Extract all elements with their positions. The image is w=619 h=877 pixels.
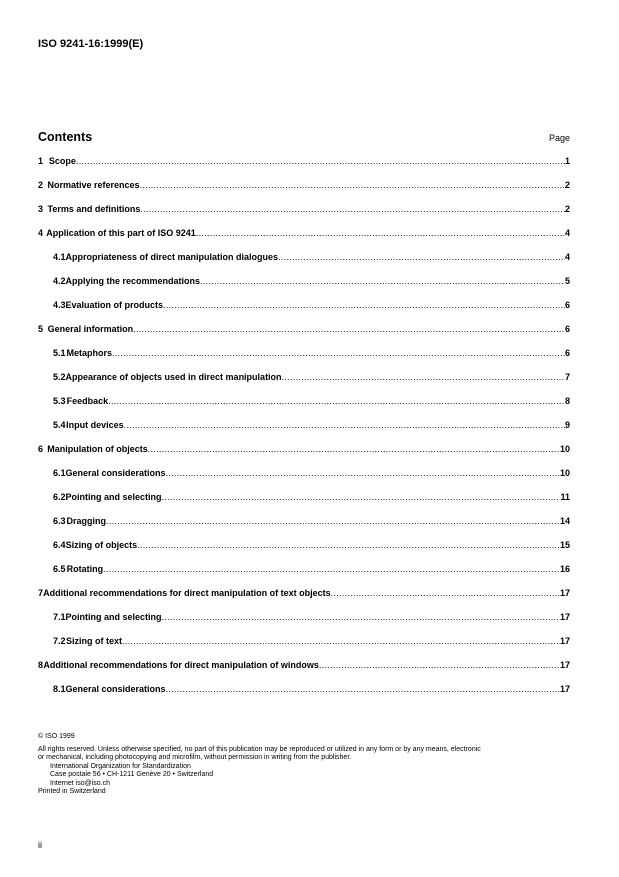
- toc-leader-dots: [282, 372, 565, 382]
- toc-entry-page: 17: [559, 684, 570, 694]
- toc-leader-dots: [103, 564, 560, 574]
- toc-entry-page: 14: [559, 516, 570, 526]
- toc-entry-title: Sizing of text: [66, 636, 123, 646]
- toc-leader-dots: [124, 420, 565, 430]
- toc-entry-page: 1: [564, 156, 570, 166]
- toc-entry[interactable]: [53, 492, 570, 506]
- toc-entry[interactable]: [38, 204, 570, 218]
- toc-entry-number: 6.5: [53, 564, 66, 574]
- toc-entry-title: Scope: [48, 156, 76, 166]
- toc-entry-number: 5.1: [53, 348, 66, 358]
- toc-entry-page: 11: [560, 492, 570, 502]
- toc-entry-title: Pointing and selecting: [65, 612, 162, 622]
- toc-leader-dots: [163, 300, 565, 310]
- toc-entry-page: 6: [564, 300, 570, 310]
- toc-leader-dots: [331, 588, 560, 598]
- internet-contact: Internet iso@iso.ch: [50, 779, 111, 787]
- toc-entry-title: Appearance of objects used in direct manipulation: [65, 372, 282, 382]
- contents-heading: Contents: [38, 130, 93, 144]
- toc-entry-number: 7: [38, 588, 44, 598]
- printed-in: Printed in Switzerland: [38, 788, 106, 795]
- toc-entry-title: General information: [47, 324, 134, 334]
- toc-entry-page: 16: [559, 564, 570, 574]
- toc-entry-page: 6: [564, 324, 570, 334]
- toc-entry[interactable]: [53, 516, 570, 530]
- toc-entry-number: 6.4: [53, 540, 66, 550]
- toc-entry-number: 8: [38, 660, 44, 670]
- toc-entry-number: 5: [38, 324, 44, 334]
- toc-leader-dots: [148, 444, 560, 454]
- toc-leader-dots: [278, 252, 565, 262]
- toc-entry-number: 6.2: [53, 492, 66, 502]
- toc-entry-number: 5.4: [53, 420, 66, 430]
- toc-entry[interactable]: [38, 588, 570, 602]
- toc-entry-page: 17: [559, 636, 570, 646]
- toc-entry-page: 2: [564, 204, 570, 214]
- toc-entry-title: Appropriateness of direct manipulation dialogues: [65, 252, 279, 262]
- toc-entry-number: 7.2: [53, 636, 66, 646]
- toc-leader-dots: [140, 204, 565, 214]
- toc-entry[interactable]: [38, 660, 570, 674]
- toc-entry-title: Dragging: [66, 516, 107, 526]
- toc-entry-page: 6: [564, 348, 570, 358]
- toc-entry[interactable]: [53, 252, 570, 266]
- toc-entry[interactable]: [38, 156, 570, 170]
- toc-entry[interactable]: [53, 372, 570, 386]
- toc-entry-page: 17: [559, 588, 570, 598]
- toc-leader-dots: [108, 396, 565, 406]
- toc-leader-dots: [133, 324, 565, 334]
- toc-entry-page: 17: [559, 660, 570, 670]
- toc-leader-dots: [122, 636, 560, 646]
- toc-entry[interactable]: [53, 684, 570, 698]
- toc-entry-title: Feedback: [66, 396, 109, 406]
- toc-entry-page: 17: [559, 612, 570, 622]
- toc-entry[interactable]: [53, 468, 570, 482]
- toc-entry[interactable]: [53, 564, 570, 578]
- toc-entry-page: 7: [564, 372, 570, 382]
- toc-entry-number: 3: [38, 204, 44, 214]
- toc-entry-title: Applying the recommendations: [65, 276, 201, 286]
- toc-leader-dots: [166, 684, 560, 694]
- toc-entry-title: General considerations: [65, 468, 166, 478]
- toc-entry[interactable]: [53, 540, 570, 554]
- toc-leader-dots: [76, 156, 565, 166]
- toc-entry-number: 4.2: [53, 276, 66, 286]
- toc-entry-number: 6.3: [53, 516, 66, 526]
- toc-leader-dots: [106, 516, 560, 526]
- toc-entry-number: 5.2: [53, 372, 66, 382]
- toc-entry[interactable]: [38, 228, 570, 242]
- rights-text-line-1: All rights reserved. Unless otherwise specified, no part of this publication may be reproduced or utilized in any form or by any means, electronic: [38, 745, 481, 753]
- toc-entry-number: 8.1: [53, 684, 66, 694]
- rights-text-line-2: or mechanical, including photocopying and microfilm, without permission in writing from the publisher.: [38, 754, 352, 761]
- toc-entry-title: Normative references: [47, 180, 140, 190]
- toc-entry-page: 2: [564, 180, 570, 190]
- toc-entry-title: Terms and definitions: [47, 204, 141, 214]
- toc-entry[interactable]: [38, 324, 570, 338]
- copyright-footer: [38, 733, 583, 797]
- organization-name: International Organization for Standardization: [50, 762, 191, 770]
- toc-entry-page: 9: [564, 420, 570, 430]
- toc-entry-page: 10: [559, 468, 570, 478]
- toc-entry-title: Sizing of objects: [65, 540, 138, 550]
- document-id: ISO 9241-16:1999(E): [38, 38, 144, 50]
- toc-leader-dots: [196, 228, 565, 238]
- toc-entry[interactable]: [53, 300, 570, 314]
- postal-address: Case postale 56 • CH-1211 Genève 20 • Switzerland: [50, 771, 214, 778]
- toc-entry-number: 6.1: [53, 468, 66, 478]
- toc-leader-dots: [140, 180, 565, 190]
- toc-leader-dots: [162, 492, 561, 502]
- toc-entry-title: Evaluation of products: [65, 300, 164, 310]
- toc-leader-dots: [112, 348, 565, 358]
- toc-entry-number: 1: [38, 156, 44, 166]
- toc-leader-dots: [166, 468, 560, 478]
- toc-entry[interactable]: [53, 636, 570, 650]
- toc-entry-number: 4.1: [53, 252, 66, 262]
- toc-entry-title: Metaphors: [66, 348, 112, 358]
- toc-entry[interactable]: [38, 180, 570, 194]
- toc-entry[interactable]: [53, 396, 570, 410]
- toc-entry-number: 5.3: [53, 396, 66, 406]
- toc-entry-page: 10: [559, 444, 570, 454]
- toc-entry-page: 4: [564, 252, 570, 262]
- toc-entry-title: Manipulation of objects: [47, 444, 148, 454]
- toc-entry[interactable]: [53, 612, 570, 626]
- toc-entry[interactable]: [53, 420, 570, 434]
- page-number: ii: [38, 840, 42, 850]
- page-column-label: Page: [548, 133, 570, 143]
- toc-leader-dots: [162, 612, 560, 622]
- toc-entry-number: 4: [38, 228, 44, 238]
- toc-entry-number: 4.3: [53, 300, 66, 310]
- toc-entry-page: 4: [564, 228, 570, 238]
- toc-entry-number: 6: [38, 444, 44, 454]
- toc-entry[interactable]: [38, 444, 570, 458]
- copyright-line: © ISO 1999: [38, 733, 75, 740]
- toc-entry-number: 2: [38, 180, 44, 190]
- toc-entry[interactable]: [53, 276, 570, 290]
- toc-entry-title: Rotating: [66, 564, 104, 574]
- toc-entry-page: 15: [559, 540, 570, 550]
- toc-leader-dots: [200, 276, 565, 286]
- toc-leader-dots: [319, 660, 560, 670]
- toc-entry-title: Application of this part of ISO 9241: [46, 228, 196, 238]
- toc-entry-page: 8: [564, 396, 570, 406]
- toc-entry-page: 5: [564, 276, 570, 286]
- toc-entry-title: Pointing and selecting: [65, 492, 162, 502]
- toc-entry-title: Input devices: [66, 420, 124, 430]
- toc-entry-title: General considerations: [65, 684, 166, 694]
- toc-entry-number: 7.1: [53, 612, 66, 622]
- toc-entry[interactable]: [53, 348, 570, 362]
- toc-entry-title: Additional recommendations for direct manipulation of text objects: [43, 588, 331, 598]
- toc-leader-dots: [137, 540, 560, 550]
- toc-entry-title: Additional recommendations for direct manipulation of windows: [43, 660, 319, 670]
